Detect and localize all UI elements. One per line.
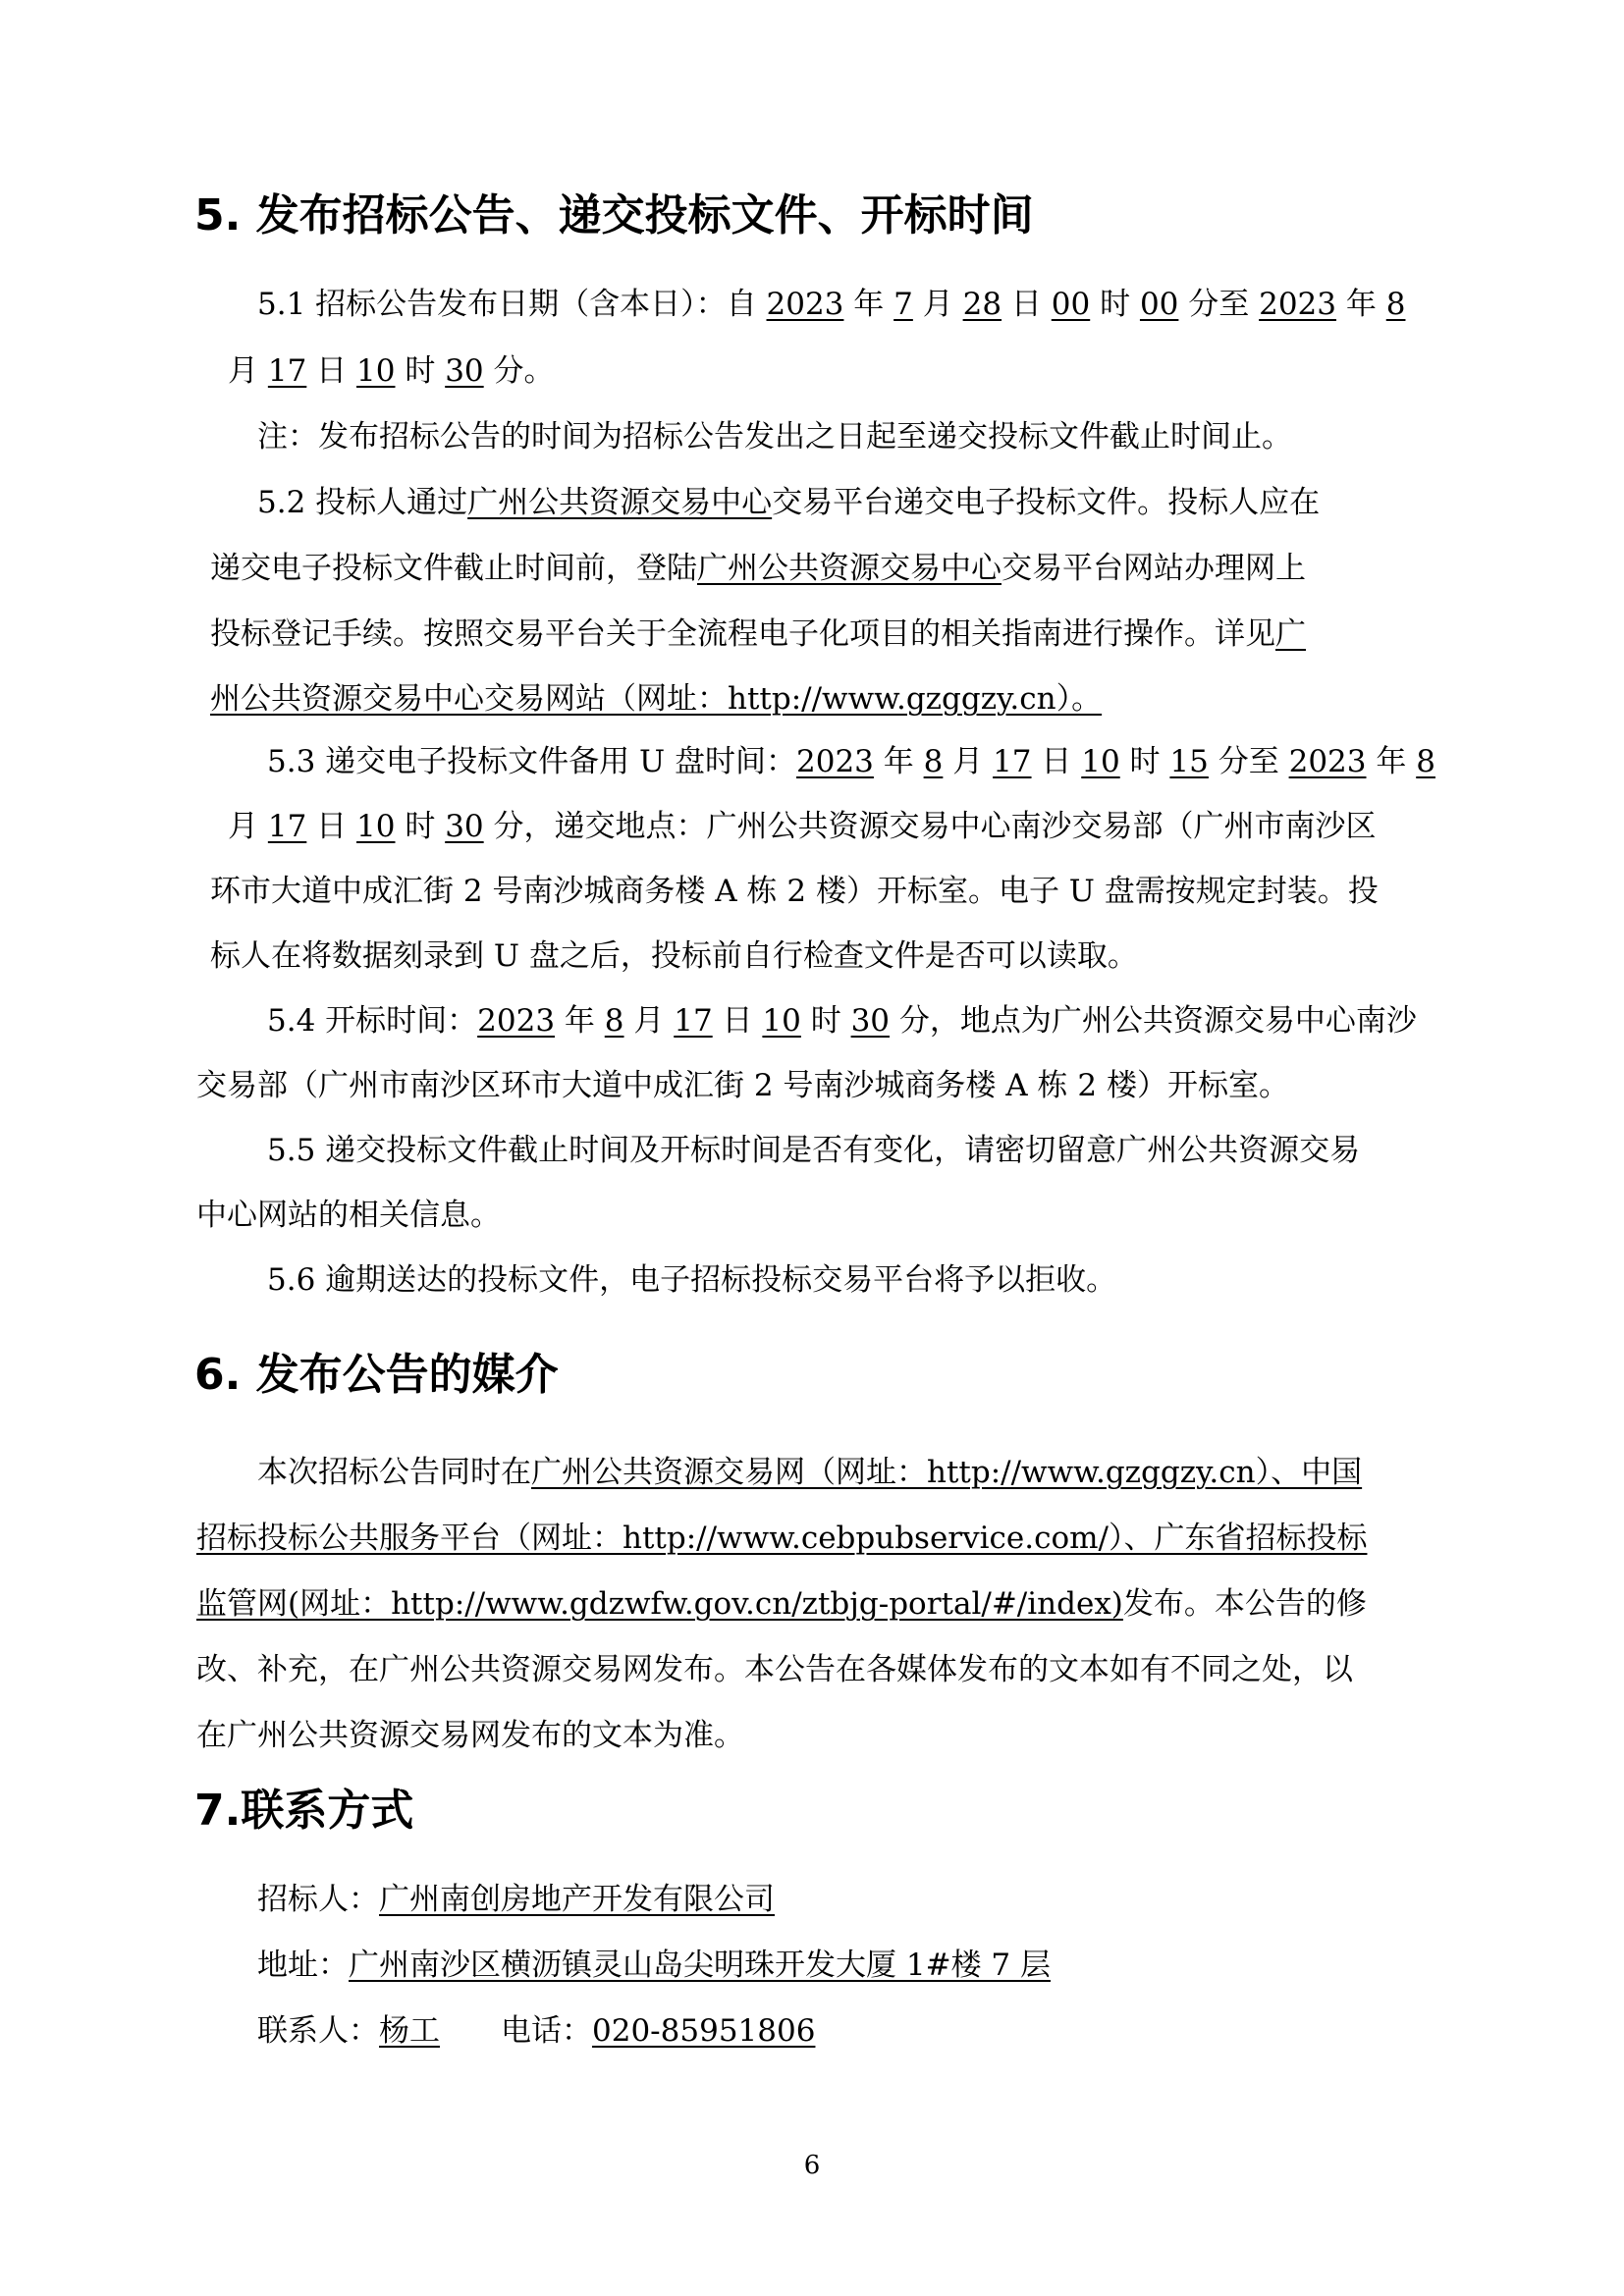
link-gzggzy-center-2: 广州公共资源交易中心 (697, 551, 1001, 586)
para-5-5-line-2: 中心网站的相关信息。 (196, 1198, 501, 1233)
address-line: 地址：广州南沙区横沥镇灵山岛尖明珠开发大厦 1#楼 7 层 (257, 1948, 1051, 1983)
link-gzggzy-net: 广州公共资源交易网（网址：http://www.gzggzy.cn）、中国 (531, 1455, 1363, 1490)
para-6-line-4: 改、补充，在广州公共资源交易网发布。本公告在各媒体发布的文本如有不同之处，以 (196, 1652, 1353, 1687)
para-5-6: 5.6 逾期送达的投标文件，电子招标投标交易平台将予以拒收。 (267, 1262, 1117, 1298)
para-5-3-line-2: 月 17 日 10 时 30 分，递交地点：广州公共资源交易中心南沙交易部（广州市南沙区 (228, 809, 1377, 844)
para-5-2-line-2: 递交电子投标文件截止时间前，登陆广州公共资源交易中心交易平台网站办理网上 (210, 551, 1306, 586)
para-5-2-line-4 (210, 677, 1102, 721)
para-6-line-3: 监管网(网址：http://www.gdzwfw.gov.cn/ztbjg-portal/#/index)发布。本公告的修 (196, 1586, 1367, 1622)
section-6-heading: 6. 发布公告的媒介 (194, 1350, 559, 1400)
section-5-heading: 5. 发布招标公告、递交投标文件、开标时间 (194, 190, 1034, 240)
phone-number: 020-85951806 (592, 2013, 816, 2049)
section-7-heading: 7.联系方式 (194, 1786, 414, 1836)
para-5-3-line-1: 5.3 递交电子投标文件备用 U 盘时间：2023 年 8 月 17 日 10 时 15 分至 2023 年 8 (267, 744, 1435, 779)
link-cebpubservice: 招标投标公共服务平台（网址：http://www.cebpubservice.com/）、广东省招标投标 (196, 1521, 1368, 1556)
para-6-line-5: 在广州公共资源交易网发布的文本为准。 (196, 1718, 744, 1753)
para-5-5-line-1: 5.5 递交投标文件截止时间及开标时间是否有变化，请密切留意广州公共资源交易 (267, 1133, 1361, 1168)
para-6-line-2 (196, 1517, 1367, 1560)
para-5-4-line-2: 交易部（广州市南沙区环市大道中成汇街 2 号南沙城商务楼 A 栋 2 楼）开标室。 (196, 1068, 1289, 1103)
link-gzggzy-website: 州公共资源交易中心交易网站（网址：http://www.gzggzy.cn）。 (210, 681, 1103, 717)
para-6-line-1: 本次招标公告同时在广州公共资源交易网（网址：http://www.gzggzy.cn）、中国 (257, 1455, 1363, 1490)
tenderer-name: 广州南创房地产开发有限公司 (379, 1882, 775, 1917)
para-5-1-line-1: 5.1 招标公告发布日期（含本日）：自 2023 年 7 月 28 日 00 时 00 分至 2023 年 8 (257, 287, 1406, 322)
link-gdzwfw: 监管网(网址：http://www.gdzwfw.gov.cn/ztbjg-portal/#/index) (196, 1586, 1123, 1622)
link-gzggzy-center: 广州公共资源交易中心 (467, 485, 773, 520)
para-5-3-line-3: 环市大道中成汇街 2 号南沙城商务楼 A 栋 2 楼）开标室。电子 U 盘需按规定封装。投 (210, 874, 1379, 909)
para-5-1-line-2: 月 17 日 10 时 30 分。 (228, 353, 555, 389)
para-5-3-line-4: 标人在将数据刻录到 U 盘之后，投标前自行检查文件是否可以读取。 (210, 938, 1138, 974)
page-number: 6 (803, 2151, 821, 2180)
contact-line: 联系人：杨工 电话：020-85951806 (257, 2013, 816, 2049)
para-5-2-line-1: 5.2 投标人通过广州公共资源交易中心交易平台递交电子投标文件。投标人应在 (257, 485, 1321, 520)
contact-name: 杨工 (379, 2013, 440, 2049)
note-line: 注：发布招标公告的时间为招标公告发出之日起至递交投标文件截止时间止。 (257, 419, 1292, 454)
para-5-4-line-1: 5.4 开标时间：2023 年 8 月 17 日 10 时 30 分，地点为广州公共资源交易中心南沙 (267, 1003, 1417, 1039)
address-value: 广州南沙区横沥镇灵山岛尖明珠开发大厦 1#楼 7 层 (349, 1948, 1051, 1983)
tenderer-line: 招标人：广州南创房地产开发有限公司 (257, 1882, 775, 1917)
para-5-2-line-3: 投标登记手续。按照交易平台关于全流程电子化项目的相关指南进行操作。详见广 (210, 616, 1306, 652)
